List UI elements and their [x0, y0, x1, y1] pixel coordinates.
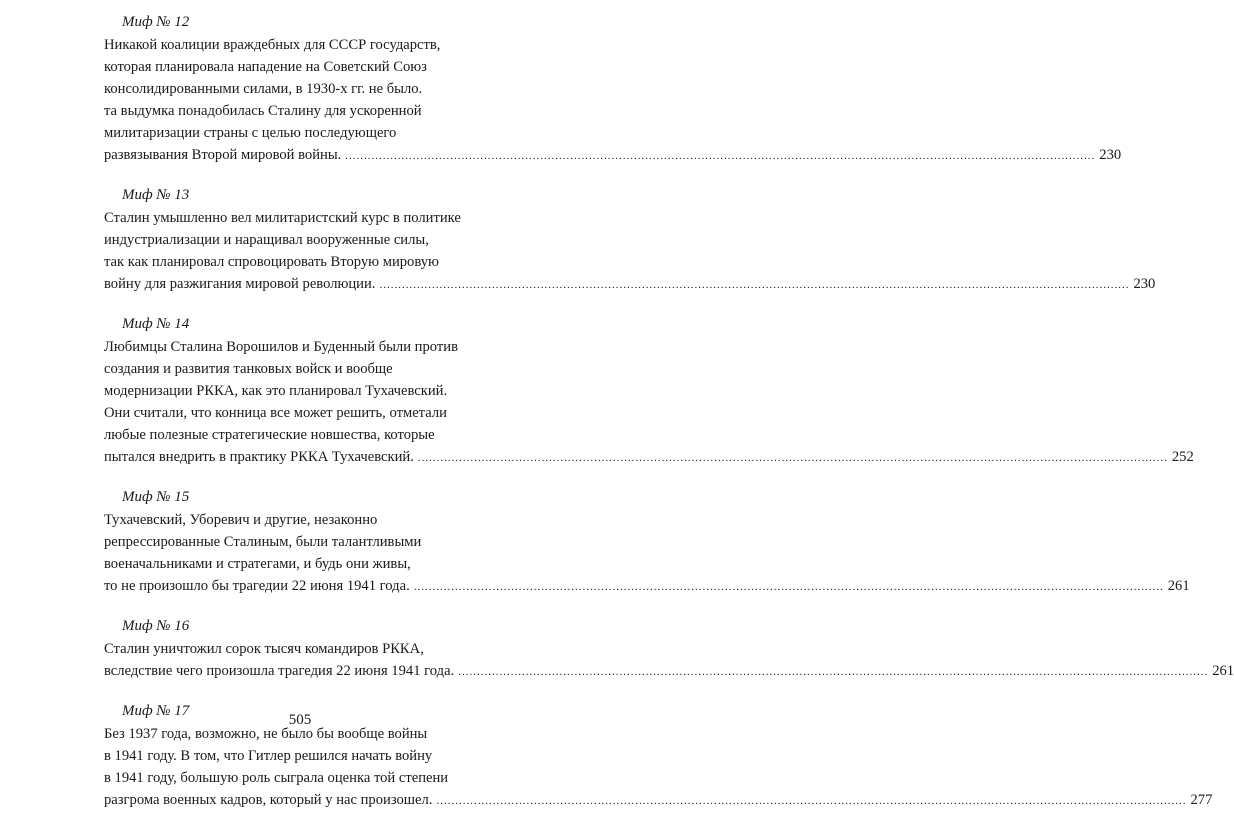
entry-text-line: в 1941 году, большую роль сыграла оценка той степени	[104, 770, 449, 786]
entry-text-line: в 1941 году. В том, что Гитлер решился начать войну	[104, 748, 433, 764]
entry-page-number: 261	[1167, 578, 1190, 594]
entry-final-line[interactable]	[104, 789, 1213, 812]
entry-text-line: репрессированные Сталиным, были талантливыми	[104, 534, 422, 550]
entry-page-number: 261	[1212, 663, 1234, 679]
entry-text-line: вследствие чего произошла трагедия 22 июня 1941 года.	[104, 663, 455, 679]
entry-text-line: Никакой коалиции враждебных для СССР государств,	[104, 37, 441, 53]
toc-entry	[104, 185, 1156, 296]
entry-final-line[interactable]	[104, 273, 1156, 296]
entry-text-line: консолидированными силами, в 1930-х гг. не было.	[104, 81, 423, 97]
entry-final-line[interactable]	[104, 144, 1122, 167]
page-number: 505	[288, 712, 312, 728]
entry-text-line: Сталин умышленно вел милитаристский курс в политике	[104, 210, 461, 226]
leader-dots: ........................................................................................................................................................................................................	[417, 452, 1168, 464]
entry-text-line: Любимцы Сталина Ворошилов и Буденный были против	[104, 339, 458, 355]
entry-text-line: милитаризации страны с целью последующего	[104, 125, 397, 141]
entry-text-line: разгрома военных кадров, который у нас произошел.	[104, 792, 433, 808]
myth-title: Миф № 15	[122, 489, 190, 505]
entry-page-number: 230	[1133, 276, 1156, 292]
entry-text-line: пытался внедрить в практику РККА Тухачевский.	[104, 449, 414, 465]
entry-text-line: то не произошло бы трагедии 22 июня 1941 года.	[104, 578, 410, 594]
entry-text-line: развязывания Второй мировой войны.	[104, 147, 342, 163]
entry-page-number: 230	[1099, 147, 1122, 163]
entry-text-line: индустриализации и наращивал вооруженные силы,	[104, 232, 429, 248]
entry-text-line: Тухачевский, Уборевич и другие, незаконно	[104, 512, 378, 528]
entry-text-line: модернизации РККА, как это планировал Тухачевский.	[104, 383, 448, 399]
entry-text-line: которая планировала нападение на Советский Союз	[104, 59, 427, 75]
toc-entry	[104, 487, 1190, 598]
leader-dots: ........................................................................................................................................................................................................	[345, 150, 1096, 162]
entry-final-line[interactable]	[104, 575, 1190, 598]
entry-text-line: та выдумка понадобилась Сталину для ускоренной	[104, 103, 422, 119]
myth-title: Миф № 17	[122, 703, 190, 719]
toc-entry	[104, 12, 1122, 167]
entry-text-line: создания и развития танковых войск и вообще	[104, 361, 393, 377]
entry-final-line[interactable]	[104, 660, 1234, 683]
toc-entry	[104, 616, 1234, 683]
table-of-contents	[104, 12, 1234, 830]
leader-dots: ........................................................................................................................................................................................................	[379, 279, 1130, 291]
entry-text-line: любые полезные стратегические новшества, которые	[104, 427, 435, 443]
leader-dots: ........................................................................................................................................................................................................	[436, 795, 1187, 807]
entry-final-line[interactable]	[104, 446, 1194, 469]
leader-dots: ........................................................................................................................................................................................................	[458, 666, 1209, 678]
myth-title: Миф № 13	[122, 187, 190, 203]
myth-title: Миф № 14	[122, 316, 190, 332]
entry-text-line: Сталин уничтожил сорок тысяч командиров РККА,	[104, 641, 424, 657]
entry-text-line: Без 1937 года, возможно, не было бы вообще войны	[104, 726, 428, 742]
toc-entry	[104, 314, 1194, 469]
entry-text-line: так как планировал спровоцировать Вторую мировую	[104, 254, 439, 270]
entry-page-number: 277	[1190, 792, 1213, 808]
entry-text-line: войну для разжигания мировой революции.	[104, 276, 376, 292]
entry-text-line: военачальниками и стратегами, и будь они живы,	[104, 556, 411, 572]
leader-dots: ........................................................................................................................................................................................................	[413, 581, 1164, 593]
myth-title: Миф № 16	[122, 618, 190, 634]
entry-page-number: 252	[1171, 449, 1194, 465]
myth-title: Миф № 12	[122, 14, 190, 30]
entry-text-line: Они считали, что конница все может решить, отметали	[104, 405, 447, 421]
